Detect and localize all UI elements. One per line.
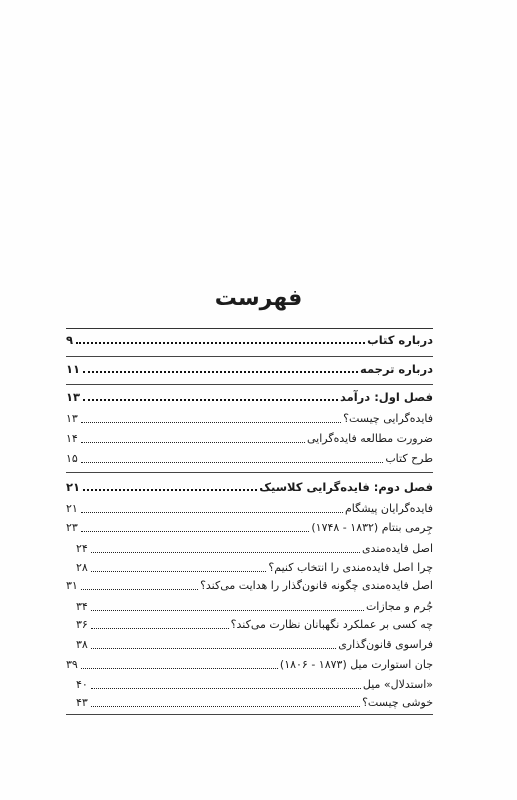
toc-entry-why-study[interactable] xyxy=(66,432,433,446)
dot-leader xyxy=(76,342,365,344)
dot-leader xyxy=(81,462,383,463)
toc-entry-page: ۱۱ xyxy=(66,362,81,376)
dot-leader xyxy=(81,512,343,513)
dot-leader xyxy=(81,442,305,443)
toc-entry-page: ۱۳ xyxy=(66,412,78,425)
dot-leader xyxy=(83,371,358,373)
toc-entry-what-is-pleasure[interactable] xyxy=(76,696,433,710)
toc-entry-page: ۳۶ xyxy=(76,618,88,631)
toc-entry-page: ۲۴ xyxy=(76,542,88,555)
toc-entry-label: طرح کتاب xyxy=(385,452,433,465)
dot-leader xyxy=(83,399,338,401)
toc-entry-label: فصل اول: درآمد xyxy=(339,390,433,404)
page-title: فهرست xyxy=(214,286,303,311)
toc-entry-label: جِرمی بنتام (۱۸۳۲ - ۱۷۴۸) xyxy=(311,521,433,534)
toc-entry-label: درباره ترجمه xyxy=(359,362,433,376)
toc-entry-guides-legislator[interactable] xyxy=(66,579,433,593)
toc-entry-page: ۳۴ xyxy=(76,600,88,613)
dot-leader xyxy=(81,531,310,532)
toc-entry-page: ۱۴ xyxy=(66,432,78,445)
toc-entry-page: ۲۱ xyxy=(66,502,78,515)
toc-entry-label: چه کسی بر عملکرد نگهبانان نظارت می‌کند؟ xyxy=(230,618,433,631)
toc-entry-page: ۱۳ xyxy=(66,390,81,404)
dot-leader xyxy=(83,489,257,491)
toc-entry-page: ۲۳ xyxy=(66,521,78,534)
toc-entry-page: ۳۹ xyxy=(66,658,78,671)
toc-entry-chapter-one[interactable] xyxy=(66,390,433,404)
toc-entry-label: فایده‌گرایان پیشگام xyxy=(345,502,433,515)
toc-entry-label: اصل فایده‌مندی xyxy=(361,542,433,555)
toc-entry-label: ضرورت مطالعه فایده‌گرایی xyxy=(306,432,433,445)
dot-leader xyxy=(91,552,360,553)
toc-entry-page: ۲۱ xyxy=(66,480,81,494)
dot-leader xyxy=(91,648,336,649)
dot-leader xyxy=(81,668,278,669)
toc-entry-label: خوشی چیست؟ xyxy=(362,696,433,709)
toc-entry-label: فایده‌گرایی چیست؟ xyxy=(343,412,433,425)
toc-entry-mills-argument[interactable] xyxy=(76,678,433,692)
toc-entry-who-watches-guardians[interactable] xyxy=(76,618,433,632)
toc-entry-label: چرا اصل فایده‌مندی را انتخاب کنیم؟ xyxy=(268,561,433,574)
toc-entry-label: جان استوارت میل (۱۸۷۳ - ۱۸۰۶) xyxy=(279,658,433,671)
toc-entry-page: ۴۳ xyxy=(76,696,88,709)
toc-entry-jeremy-bentham[interactable] xyxy=(66,521,433,535)
toc-entry-page: ۲۸ xyxy=(76,561,88,574)
dot-leader xyxy=(81,589,198,590)
dot-leader xyxy=(81,422,341,423)
toc-entry-page: ۳۸ xyxy=(76,638,88,651)
toc-entry-book-plan[interactable] xyxy=(66,452,433,466)
table-of-contents xyxy=(66,0,433,800)
toc-entry-about-translation[interactable] xyxy=(66,362,433,376)
toc-entry-page: ۹ xyxy=(66,333,74,347)
toc-entry-label: اصل فایده‌مندی چگونه قانون‌گذار را هدایت می‌کند؟ xyxy=(200,579,433,592)
toc-entry-beyond-legislation[interactable] xyxy=(76,638,433,652)
dot-leader xyxy=(91,706,360,707)
toc-entry-label: «استدلال» میل xyxy=(362,678,433,691)
dot-leader xyxy=(91,571,267,572)
dot-leader xyxy=(91,610,364,611)
toc-entry-chapter-two[interactable] xyxy=(66,480,433,494)
dot-leader xyxy=(91,628,229,629)
toc-entry-page: ۱۵ xyxy=(66,452,78,465)
dot-leader xyxy=(91,688,361,689)
toc-entry-page: ۴۰ xyxy=(76,678,88,691)
toc-entry-label: فصل دوم: فایده‌گرایی کلاسیک xyxy=(259,480,433,494)
toc-entry-page: ۳۱ xyxy=(66,579,78,592)
toc-entry-pioneer-utilitarians[interactable] xyxy=(66,502,433,516)
toc-entry-what-is-utilitarianism[interactable] xyxy=(66,412,433,426)
toc-entry-label: جُرم و مجازات xyxy=(365,600,433,613)
toc-entry-john-stuart-mill[interactable] xyxy=(66,658,433,672)
toc-entry-label: فراسوی قانون‌گذاری xyxy=(338,638,433,651)
toc-entry-label: درباره کتاب xyxy=(367,333,433,347)
toc-entry-why-choose-utility[interactable] xyxy=(76,561,433,575)
toc-entry-principle-of-utility[interactable] xyxy=(76,542,433,556)
toc-entry-about-book[interactable] xyxy=(66,333,433,347)
toc-entry-crime-and-punishment[interactable] xyxy=(76,600,433,614)
